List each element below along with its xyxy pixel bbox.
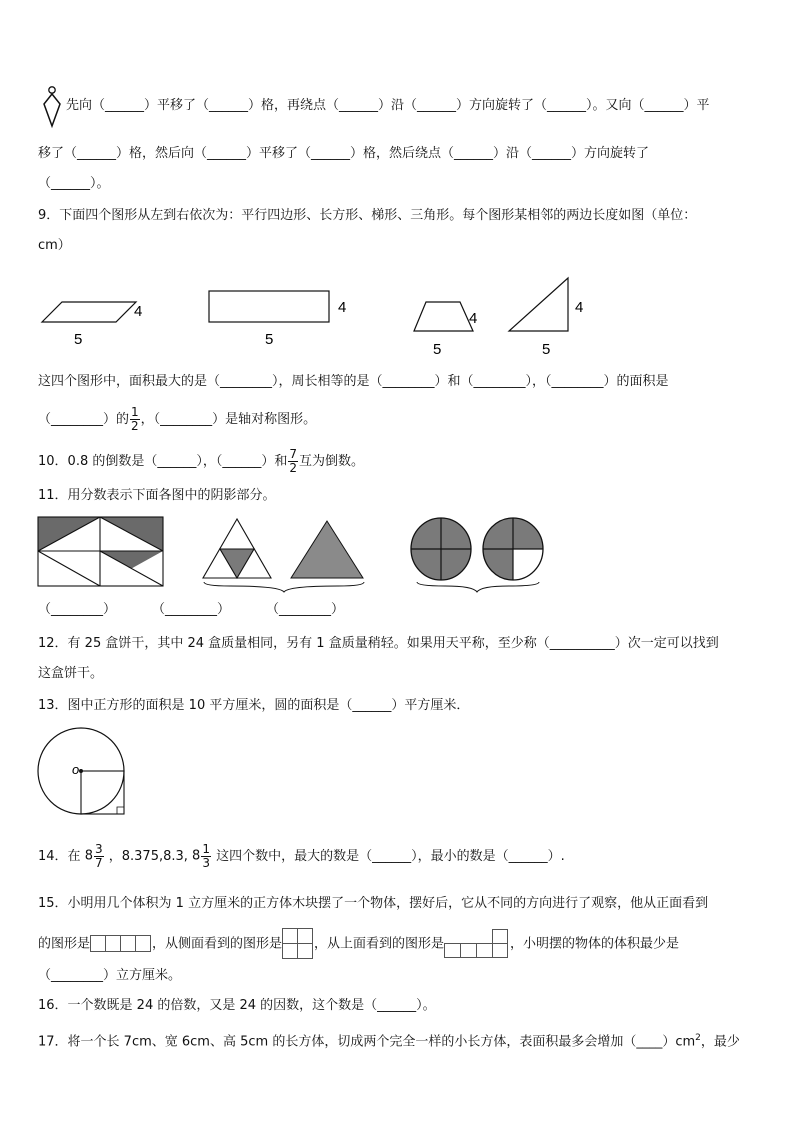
q9-answer-line1: 这四个图形中，面积最大的是（________），周长相等的是（________）和（________），（________）的面积是 xyxy=(38,374,669,389)
q10-text-end: 互为倒数。 xyxy=(299,454,365,469)
q9-shapes-figure xyxy=(30,272,610,362)
q9-answer-line2 xyxy=(38,406,316,433)
front-view-grid-icon xyxy=(90,935,152,953)
q14-middle: ，8.375,8.3, xyxy=(108,849,188,864)
parallelogram-shape xyxy=(42,302,136,322)
q15-text-front: 的图形是 xyxy=(38,936,91,952)
one-half-fraction: $\frac{1}{2}$ xyxy=(131,405,139,433)
q15-line1: 15．小明用几个体积为 1 立方厘米的正方体木块摆了一个物体，摆好后，它从不同的方向进行了观察，他从正面看到 xyxy=(38,896,709,911)
triangle-side-label: 4 xyxy=(575,299,584,316)
kite-shape-icon xyxy=(40,86,64,130)
q10-line xyxy=(38,448,364,475)
q9-stem-line1: 9．下面四个图形从左到右依次为：平行四边形、长方形、梯形、三角形。每个图形某相邻的两边长度如图（单位： xyxy=(38,208,697,223)
trapezoid-base-label: 5 xyxy=(433,341,442,358)
q14-prefix: 14．在 xyxy=(38,849,81,864)
seven-halves-fraction: $\frac{7}{2}$ xyxy=(289,447,297,475)
q17-tail: ，最少 xyxy=(700,1034,740,1050)
side-view-grid-icon xyxy=(282,928,314,960)
shaded-rectangle-figure xyxy=(37,516,165,588)
q15-text-side: ，从侧面看到的图形是 xyxy=(152,936,283,952)
trapezoid-shape xyxy=(414,302,473,331)
mixed-number-8-1-3: 8 $\frac{1}{3}$ xyxy=(192,842,210,870)
shaded-triangles-figure xyxy=(200,516,370,594)
top-view-grid-icon xyxy=(444,929,510,959)
parallelogram-base-label: 5 xyxy=(74,331,83,348)
triangle-shape xyxy=(509,278,568,331)
q9-stem-line2: cm） xyxy=(38,238,71,253)
q13-stem: 13．图中正方形的面积是 10 平方厘米，圆的面积是（______）平方厘米． xyxy=(38,698,470,713)
q16-line: 16．一个数既是 24 的倍数，又是 24 的因数，这个数是（______）。 xyxy=(38,998,436,1013)
trapezoid-side-label: 4 xyxy=(469,310,478,327)
q9-line2-start: （________）的 xyxy=(38,412,130,427)
q11-blank-1: （________） xyxy=(38,602,117,617)
q9-line2-end: ，（________）是轴对称图形。 xyxy=(140,412,317,427)
rectangle-base-label: 5 xyxy=(265,331,274,348)
shaded-circles-figure xyxy=(405,514,551,594)
q11-blank-3: （________） xyxy=(266,602,345,617)
parallelogram-side-label: 4 xyxy=(134,303,143,320)
rectangle-shape xyxy=(209,291,329,322)
q8-line2: 移了（______）格，然后向（______）平移了（______）格，然后绕点（______）沿（______）方向旋转了 xyxy=(38,146,650,161)
q12-line2: 这盒饼干。 xyxy=(38,666,104,681)
triangle-base-label: 5 xyxy=(542,341,551,358)
q8-line1: 先向（______）平移了（______）格，再绕点（______）沿（______）方向旋转了（______）。又向（______）平 xyxy=(66,98,710,113)
q11-stem: 11．用分数表示下面各图中的阴影部分。 xyxy=(38,488,276,503)
q14-line xyxy=(38,843,565,870)
q17-line xyxy=(38,1028,740,1052)
q15-line3: （________）立方厘米。 xyxy=(38,968,182,983)
rectangle-side-label: 4 xyxy=(338,299,347,316)
q11-blank-2: （________） xyxy=(152,602,231,617)
q10-text-start: 10．0.8 的倒数是（______），（______）和 xyxy=(38,454,288,469)
q15-text-top: ，从上面看到的图形是 xyxy=(314,936,445,952)
mixed-number-8-3-7: 8 $\frac{3}{7}$ xyxy=(84,842,103,870)
circle-center-label: o xyxy=(72,762,80,777)
q17-text: 17．将一个长 7cm、宽 6cm、高 5cm 的长方体，切成两个完全一样的小长方体，表面积最多会增加（____）cm xyxy=(38,1034,696,1050)
q15-line2 xyxy=(38,928,679,960)
q12-line1: 12．有 25 盒饼干，其中 24 盒质量相同，另有 1 盒质量稍轻。如果用天平称，至少称（__________）次一定可以找到 xyxy=(38,636,719,651)
circle-square-figure xyxy=(36,726,132,818)
q17-superscript: 2 xyxy=(695,1033,701,1043)
q14-suffix: 这四个数中，最大的数是（______），最小的数是（______）. xyxy=(216,849,565,864)
q8-line3: （______）。 xyxy=(38,176,110,191)
q15-text-volume: ，小明摆的物体的体积最少是 xyxy=(510,936,680,952)
